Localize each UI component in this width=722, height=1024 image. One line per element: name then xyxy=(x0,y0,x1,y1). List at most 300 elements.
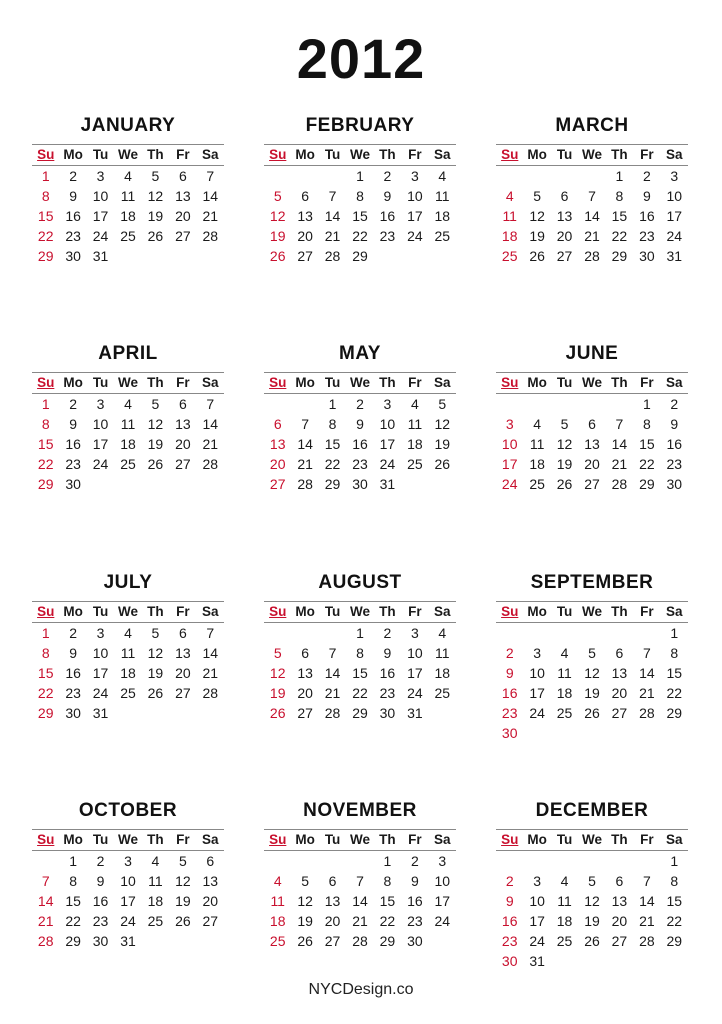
day-cell: 22 xyxy=(666,913,683,929)
day-cell: 7 xyxy=(41,873,50,889)
day-cell: 4 xyxy=(560,873,569,889)
day-cell: 25 xyxy=(147,913,164,929)
day-cell: 20 xyxy=(611,685,628,701)
day-cell: 28 xyxy=(639,933,655,949)
day-cell: 20 xyxy=(297,228,313,244)
weekday-header xyxy=(264,829,456,851)
month-name: MARCH xyxy=(555,115,629,136)
day-cell: 19 xyxy=(584,913,600,929)
weekday-label: We xyxy=(349,147,370,162)
day-cell: 4 xyxy=(124,625,132,641)
day-cell: 27 xyxy=(584,476,600,492)
day-cell: 9 xyxy=(69,645,78,661)
weekday-label: Mo xyxy=(63,832,83,847)
empty-cell xyxy=(523,166,550,186)
day-cell: 7 xyxy=(206,625,215,641)
day-cell: 15 xyxy=(37,436,54,452)
weekday-label: Th xyxy=(379,604,396,619)
day-cell: 23 xyxy=(65,456,81,472)
day-cell: 7 xyxy=(206,168,215,184)
day-cell: 17 xyxy=(92,208,109,224)
weekday-label: We xyxy=(349,604,370,619)
day-cell: 22 xyxy=(37,685,54,701)
empty-cell xyxy=(264,851,291,871)
day-cell: 24 xyxy=(92,685,109,701)
day-cell: 2 xyxy=(96,853,105,869)
day-cell: 19 xyxy=(529,228,545,244)
day-cell: 24 xyxy=(434,913,451,929)
day-cell: 19 xyxy=(147,665,164,681)
weekday-label: Mo xyxy=(295,147,315,162)
day-cell: 19 xyxy=(175,893,191,909)
day-cell: 12 xyxy=(147,416,164,432)
weekday-header xyxy=(32,601,224,623)
day-cell: 30 xyxy=(92,933,109,949)
weekday-label: Th xyxy=(611,375,628,390)
day-cell: 7 xyxy=(356,873,364,889)
day-cell: 23 xyxy=(501,933,518,949)
day-cell: 30 xyxy=(352,476,368,492)
day-cell: 13 xyxy=(611,665,628,681)
day-cell: 14 xyxy=(202,188,219,204)
day-cell: 1 xyxy=(615,168,624,184)
day-cell: 7 xyxy=(615,416,624,432)
day-cell: 4 xyxy=(560,645,569,661)
day-cell: 21 xyxy=(202,208,219,224)
day-cell: 19 xyxy=(584,685,600,701)
day-cell: 12 xyxy=(147,188,164,204)
day-grid xyxy=(32,394,224,494)
day-cell: 6 xyxy=(588,416,596,432)
day-cell: 1 xyxy=(670,853,679,869)
day-cell: 24 xyxy=(529,933,545,949)
day-cell: 2 xyxy=(383,625,392,641)
day-cell: 10 xyxy=(92,645,109,661)
day-cell: 13 xyxy=(202,873,219,889)
day-cell: 6 xyxy=(560,188,569,204)
day-cell: 13 xyxy=(297,665,313,681)
weekday-label: Fr xyxy=(176,375,190,390)
day-cell: 28 xyxy=(352,933,368,949)
day-cell: 9 xyxy=(356,416,364,432)
day-cell: 29 xyxy=(37,705,54,721)
weekday-label: Su xyxy=(501,604,519,619)
day-cell: 3 xyxy=(670,168,679,184)
weekday-label: Tu xyxy=(556,147,573,162)
day-cell: 29 xyxy=(65,933,81,949)
day-cell: 16 xyxy=(379,665,396,681)
day-cell: 26 xyxy=(147,228,164,244)
day-cell: 10 xyxy=(92,188,109,204)
day-cell: 31 xyxy=(379,476,396,492)
weekday-label: Th xyxy=(611,832,628,847)
weekday-label: Tu xyxy=(92,604,109,619)
day-cell: 14 xyxy=(297,436,313,452)
day-cell: 5 xyxy=(301,873,310,889)
weekday-label: Su xyxy=(37,375,55,390)
footer-credit: NYCDesign.co xyxy=(308,981,414,998)
weekday-label: Mo xyxy=(295,604,315,619)
day-cell: 24 xyxy=(92,228,109,244)
weekday-label: Su xyxy=(501,375,519,390)
day-cell: 3 xyxy=(533,873,542,889)
day-cell: 9 xyxy=(670,416,679,432)
empty-cell xyxy=(606,623,633,643)
day-cell: 1 xyxy=(383,853,392,869)
empty-cell xyxy=(606,394,633,414)
day-cell: 23 xyxy=(407,913,423,929)
day-grid xyxy=(264,394,456,494)
day-cell: 14 xyxy=(584,208,600,224)
day-cell: 21 xyxy=(37,913,54,929)
day-cell: 23 xyxy=(92,913,109,929)
day-cell: 18 xyxy=(434,208,451,224)
day-grid xyxy=(264,623,456,723)
empty-cell xyxy=(319,166,346,186)
day-cell: 12 xyxy=(556,436,573,452)
day-cell: 31 xyxy=(92,705,109,721)
day-cell: 22 xyxy=(379,913,396,929)
day-cell: 5 xyxy=(438,396,447,412)
day-cell: 17 xyxy=(434,893,451,909)
empty-cell xyxy=(319,623,346,643)
day-cell: 10 xyxy=(120,873,136,889)
empty-cell xyxy=(523,394,550,414)
day-cell: 28 xyxy=(202,456,219,472)
weekday-label: Fr xyxy=(176,147,190,162)
day-cell: 27 xyxy=(175,228,191,244)
empty-cell xyxy=(633,851,660,871)
day-cell: 14 xyxy=(202,645,219,661)
month-january xyxy=(32,113,224,266)
day-cell: 26 xyxy=(434,456,451,472)
empty-cell xyxy=(578,166,605,186)
day-cell: 15 xyxy=(352,665,368,681)
empty-cell xyxy=(496,851,523,871)
day-cell: 5 xyxy=(273,188,282,204)
weekday-label: Tu xyxy=(92,832,109,847)
weekday-label: Mo xyxy=(63,604,83,619)
month-name: JULY xyxy=(103,572,153,593)
day-cell: 23 xyxy=(666,456,683,472)
weekday-label: Mo xyxy=(63,147,83,162)
weekday-label: Mo xyxy=(295,832,315,847)
day-cell: 13 xyxy=(175,188,191,204)
day-cell: 2 xyxy=(670,396,679,412)
month-june xyxy=(496,341,688,494)
day-cell: 18 xyxy=(147,893,164,909)
weekday-label: Sa xyxy=(202,832,219,847)
day-cell: 21 xyxy=(324,685,341,701)
day-cell: 31 xyxy=(666,248,683,264)
day-cell: 2 xyxy=(383,168,392,184)
weekday-label: Su xyxy=(269,604,287,619)
day-cell: 15 xyxy=(37,208,54,224)
day-cell: 5 xyxy=(533,188,542,204)
day-cell: 20 xyxy=(175,665,191,681)
weekday-header xyxy=(496,144,688,166)
day-cell: 2 xyxy=(642,168,651,184)
weekday-header xyxy=(496,601,688,623)
day-cell: 3 xyxy=(96,625,105,641)
day-cell: 10 xyxy=(501,436,518,452)
day-cell: 19 xyxy=(434,436,451,452)
day-cell: 18 xyxy=(120,665,136,681)
day-cell: 15 xyxy=(666,893,683,909)
month-october xyxy=(32,798,224,951)
weekday-label: Fr xyxy=(640,147,654,162)
weekday-header xyxy=(264,601,456,623)
day-cell: 5 xyxy=(151,625,160,641)
day-cell: 26 xyxy=(269,248,286,264)
day-cell: 14 xyxy=(324,665,341,681)
day-cell: 27 xyxy=(269,476,286,492)
empty-cell xyxy=(496,166,523,186)
empty-cell xyxy=(291,851,318,871)
day-cell: 28 xyxy=(202,228,219,244)
weekday-label: Tu xyxy=(556,375,573,390)
day-cell: 6 xyxy=(615,645,624,661)
weekday-label: Sa xyxy=(666,604,683,619)
day-cell: 29 xyxy=(379,933,396,949)
day-cell: 24 xyxy=(92,456,109,472)
day-cell: 18 xyxy=(269,913,286,929)
day-cell: 12 xyxy=(297,893,313,909)
day-cell: 11 xyxy=(120,188,136,204)
month-march xyxy=(496,113,688,266)
weekday-label: Tu xyxy=(324,147,341,162)
day-cell: 21 xyxy=(324,228,341,244)
weekday-label: Fr xyxy=(640,604,654,619)
month-name: JANUARY xyxy=(80,115,176,136)
day-cell: 16 xyxy=(92,893,109,909)
day-cell: 11 xyxy=(270,893,285,909)
day-cell: 19 xyxy=(147,208,164,224)
weekday-label: Tu xyxy=(556,832,573,847)
day-cell: 30 xyxy=(407,933,423,949)
weekday-label: Sa xyxy=(202,604,219,619)
day-cell: 27 xyxy=(611,705,628,721)
day-cell: 8 xyxy=(356,188,364,204)
empty-cell xyxy=(264,394,291,414)
day-cell: 10 xyxy=(407,188,423,204)
day-cell: 13 xyxy=(175,416,191,432)
day-cell: 2 xyxy=(356,396,364,412)
day-cell: 26 xyxy=(175,913,191,929)
day-cell: 4 xyxy=(124,396,132,412)
day-cell: 3 xyxy=(410,625,419,641)
day-cell: 9 xyxy=(96,873,105,889)
weekday-label: Tu xyxy=(324,604,341,619)
day-cell: 15 xyxy=(352,208,368,224)
day-cell: 2 xyxy=(410,853,419,869)
weekday-label: Mo xyxy=(527,147,547,162)
day-cell: 26 xyxy=(147,685,164,701)
day-cell: 24 xyxy=(407,228,423,244)
day-cell: 10 xyxy=(92,416,109,432)
day-cell: 11 xyxy=(148,873,163,889)
weekday-label: Fr xyxy=(176,832,190,847)
weekday-label: Su xyxy=(37,604,55,619)
day-cell: 5 xyxy=(151,396,160,412)
day-cell: 1 xyxy=(356,625,364,641)
day-cell: 26 xyxy=(297,933,313,949)
day-cell: 7 xyxy=(301,416,310,432)
day-cell: 2 xyxy=(505,645,514,661)
day-cell: 22 xyxy=(352,228,368,244)
day-cell: 18 xyxy=(434,665,451,681)
empty-cell xyxy=(291,166,318,186)
day-cell: 7 xyxy=(328,645,337,661)
day-cell: 24 xyxy=(120,913,136,929)
month-september xyxy=(496,570,688,743)
day-cell: 12 xyxy=(434,416,451,432)
weekday-label: Su xyxy=(37,832,55,847)
day-cell: 24 xyxy=(501,476,518,492)
day-cell: 22 xyxy=(352,685,368,701)
day-cell: 20 xyxy=(175,436,191,452)
day-cell: 9 xyxy=(69,188,78,204)
weekday-label: Sa xyxy=(202,147,219,162)
month-name: FEBRUARY xyxy=(305,115,415,136)
day-cell: 7 xyxy=(206,396,215,412)
day-cell: 25 xyxy=(434,685,451,701)
day-cell: 20 xyxy=(556,228,573,244)
day-cell: 5 xyxy=(151,168,160,184)
weekday-label: Su xyxy=(269,832,287,847)
day-cell: 18 xyxy=(501,228,518,244)
day-cell: 25 xyxy=(269,933,286,949)
empty-cell xyxy=(578,394,605,414)
day-cell: 15 xyxy=(65,893,81,909)
weekday-label: Th xyxy=(611,604,628,619)
weekday-label: Su xyxy=(37,147,55,162)
month-name: JUNE xyxy=(565,343,619,364)
day-cell: 21 xyxy=(611,456,628,472)
day-cell: 31 xyxy=(92,248,109,264)
day-cell: 8 xyxy=(328,416,337,432)
day-cell: 10 xyxy=(529,665,545,681)
day-cell: 19 xyxy=(269,685,286,701)
day-cell: 1 xyxy=(41,625,50,641)
day-cell: 29 xyxy=(352,705,368,721)
day-cell: 25 xyxy=(120,685,136,701)
day-cell: 13 xyxy=(324,893,341,909)
day-cell: 14 xyxy=(639,893,655,909)
day-cell: 22 xyxy=(37,228,54,244)
month-name: APRIL xyxy=(98,343,158,364)
weekday-label: Tu xyxy=(324,832,341,847)
day-cell: 17 xyxy=(92,436,109,452)
empty-cell xyxy=(523,851,550,871)
day-cell: 29 xyxy=(37,248,54,264)
day-cell: 20 xyxy=(202,893,219,909)
day-cell: 9 xyxy=(383,645,392,661)
weekday-label: We xyxy=(581,375,602,390)
day-cell: 4 xyxy=(273,873,282,889)
day-cell: 7 xyxy=(642,645,651,661)
month-name: MAY xyxy=(339,343,381,364)
empty-cell xyxy=(578,623,605,643)
day-cell: 14 xyxy=(611,436,628,452)
day-cell: 21 xyxy=(352,913,368,929)
weekday-label: Su xyxy=(501,832,519,847)
day-cell: 9 xyxy=(505,665,514,681)
day-cell: 8 xyxy=(41,188,50,204)
day-cell: 11 xyxy=(435,188,450,204)
day-cell: 7 xyxy=(588,188,596,204)
year-title: 2012 xyxy=(296,27,426,90)
weekday-label: Tu xyxy=(324,375,341,390)
empty-cell xyxy=(319,851,346,871)
day-cell: 1 xyxy=(356,168,364,184)
day-cell: 5 xyxy=(588,873,596,889)
day-cell: 28 xyxy=(202,685,219,701)
day-cell: 15 xyxy=(639,436,655,452)
day-cell: 30 xyxy=(65,476,81,492)
day-cell: 4 xyxy=(438,625,447,641)
day-cell: 1 xyxy=(670,625,679,641)
day-cell: 2 xyxy=(505,873,514,889)
day-cell: 16 xyxy=(407,893,423,909)
day-cell: 23 xyxy=(352,456,368,472)
day-grid xyxy=(264,851,456,951)
day-cell: 23 xyxy=(65,685,81,701)
weekday-label: Su xyxy=(269,147,287,162)
day-cell: 14 xyxy=(202,416,219,432)
day-cell: 17 xyxy=(120,893,136,909)
day-cell: 16 xyxy=(65,436,81,452)
day-cell: 29 xyxy=(37,476,54,492)
weekday-header xyxy=(264,372,456,394)
month-name: DECEMBER xyxy=(535,800,649,821)
month-august xyxy=(264,570,456,723)
day-cell: 6 xyxy=(273,416,282,432)
weekday-label: Mo xyxy=(527,375,547,390)
day-cell: 20 xyxy=(269,456,286,472)
day-cell: 6 xyxy=(301,188,310,204)
day-cell: 14 xyxy=(352,893,368,909)
day-cell: 30 xyxy=(639,248,655,264)
day-cell: 3 xyxy=(96,168,105,184)
day-cell: 12 xyxy=(584,893,600,909)
day-cell: 22 xyxy=(324,456,341,472)
day-cell: 22 xyxy=(37,456,54,472)
day-cell: 28 xyxy=(37,933,54,949)
day-cell: 2 xyxy=(69,625,78,641)
weekday-label: Sa xyxy=(666,832,683,847)
day-cell: 4 xyxy=(124,168,132,184)
weekday-label: Fr xyxy=(640,832,654,847)
day-cell: 31 xyxy=(120,933,136,949)
day-cell: 15 xyxy=(666,665,683,681)
day-cell: 16 xyxy=(501,913,518,929)
day-cell: 9 xyxy=(642,188,651,204)
weekday-label: We xyxy=(349,832,370,847)
day-cell: 26 xyxy=(269,705,286,721)
day-cell: 27 xyxy=(611,933,628,949)
empty-cell xyxy=(551,394,578,414)
weekday-label: Th xyxy=(379,832,396,847)
day-cell: 25 xyxy=(501,248,518,264)
day-cell: 20 xyxy=(611,913,628,929)
day-cell: 8 xyxy=(69,873,78,889)
day-cell: 7 xyxy=(328,188,337,204)
day-cell: 11 xyxy=(502,208,517,224)
day-cell: 1 xyxy=(642,396,651,412)
day-cell: 17 xyxy=(529,685,545,701)
day-cell: 16 xyxy=(666,436,683,452)
